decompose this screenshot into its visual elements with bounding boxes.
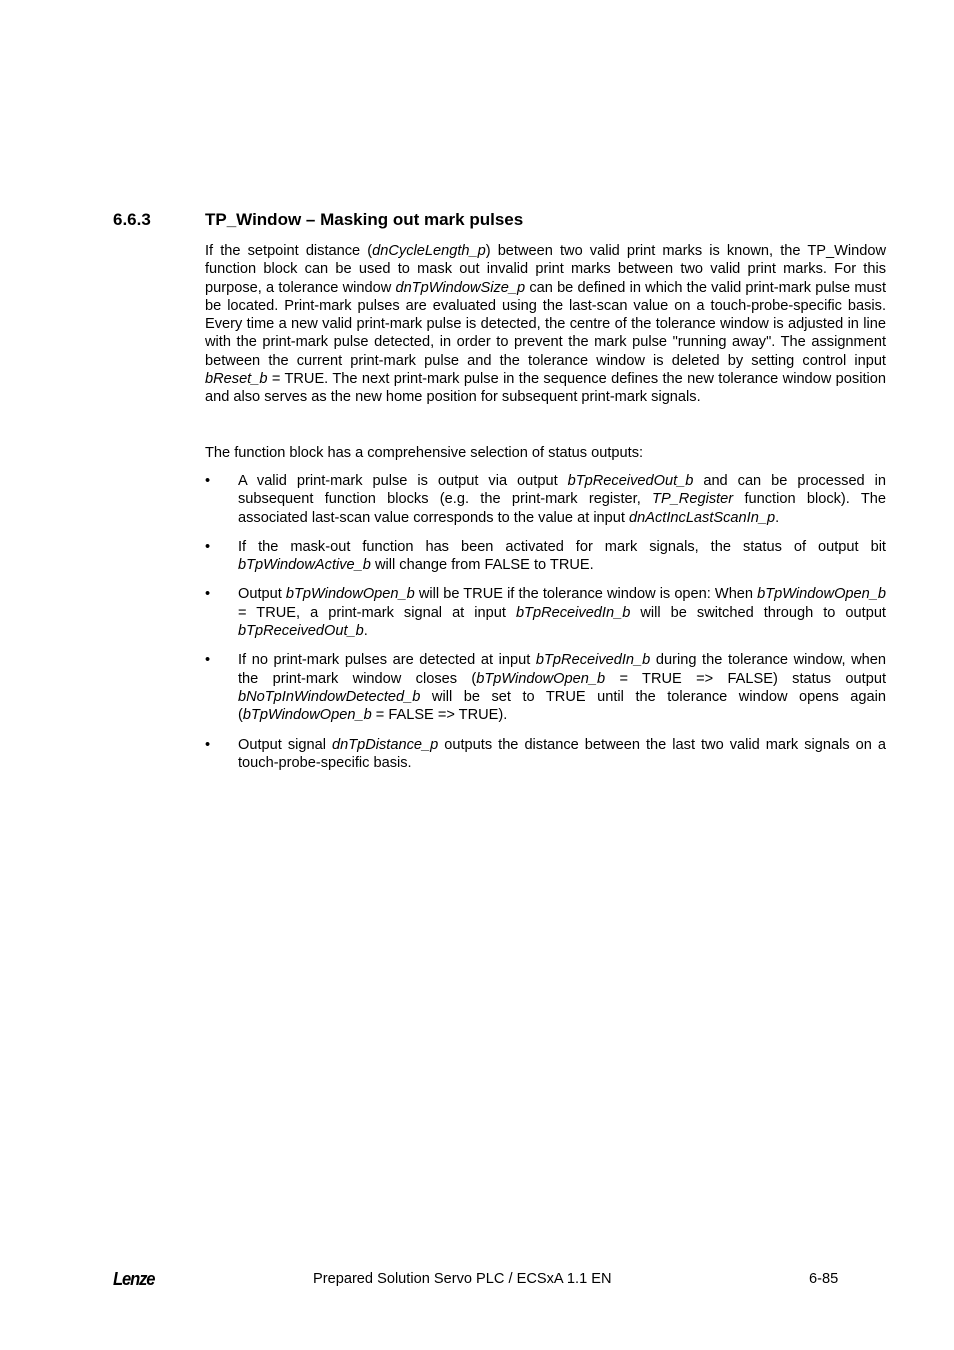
text-run: function block). The associated last-scan value corresponds to the value at input xyxy=(238,491,886,526)
text-run: If no print-mark pulses are detected at input xyxy=(238,652,536,669)
text-run: will be TRUE if the tolerance window is open: When xyxy=(414,586,758,603)
bullet-icon: • xyxy=(205,652,211,669)
status-outputs-intro: The function block has a comprehensive selection of status outputs: xyxy=(205,444,644,461)
text-run: . xyxy=(363,623,368,640)
variable-name: bTpReceivedIn_b xyxy=(515,604,631,621)
variable-name: bTpWindowOpen_b xyxy=(757,586,886,603)
section-number: 6.6.3 xyxy=(113,210,151,229)
text-run: outputs the distance between the last two valid mark signals on a touch-probe-specific basis. xyxy=(238,736,886,771)
text-run: will be set to TRUE until the tolerance window opens again ( xyxy=(238,688,886,724)
bullet-icon: • xyxy=(205,538,211,555)
text-run: . xyxy=(775,509,780,526)
text-run: can be defined in which the valid print-mark pulse must be located. Print-mark pulses are evaluated using the last-scan value on a touch-probe-specific basis. Every time a new valid print-mark pulse is detected, the centre of the tolerance window is adjusted in line with the print-mark pulse detected, in order to prevent the mark pulse "running away". The assignment between the current print-mark pulse and the tolerance window is deleted by setting control input xyxy=(205,279,886,369)
list-item xyxy=(205,651,886,724)
text-run: Output xyxy=(238,586,286,603)
text-run: If the mask-out function has been activated for mark signals, the status of output bit xyxy=(238,538,886,555)
text-run: during the tolerance window, when the print-mark window closes ( xyxy=(238,652,886,687)
variable-name: bTpWindowOpen_b xyxy=(476,670,606,687)
list-item xyxy=(205,472,886,527)
list-item xyxy=(205,736,886,773)
bullet-icon: • xyxy=(205,736,211,753)
variable-name: dnTpWindowSize_p xyxy=(395,279,526,296)
bullet-icon: • xyxy=(205,586,211,603)
footer-page-number: 6-85 xyxy=(809,1271,839,1287)
text-run: Output signal xyxy=(238,736,332,753)
list-item xyxy=(205,585,886,640)
document-body xyxy=(205,242,886,783)
page-footer xyxy=(0,1269,954,1291)
list-item xyxy=(205,538,886,575)
variable-name: bTpWindowActive_b xyxy=(238,557,371,574)
text-run: = TRUE. The next print-mark pulse in the sequence defines the new tolerance window position and also serves as the new home position for subsequent print-mark signals. xyxy=(205,371,886,406)
text-run: = TRUE => FALSE) status output xyxy=(605,670,886,687)
bullet-icon: • xyxy=(205,472,211,489)
text-run: and can be processed in subsequent function blocks (e.g. the print-mark register, xyxy=(238,472,887,508)
variable-name: TP_Register xyxy=(652,491,734,508)
variable-name: dnActIncLastScanIn_p xyxy=(629,509,776,526)
paragraph-description xyxy=(205,242,886,407)
text-run: A valid print-mark pulse is output via output xyxy=(238,472,568,489)
variable-name: bTpWindowOpen_b xyxy=(242,707,372,724)
variable-name: bTpWindowOpen_b xyxy=(285,586,415,603)
variable-name: bTpReceivedOut_b xyxy=(238,623,364,640)
variable-name: bTpReceivedOut_b xyxy=(567,472,694,489)
section-title: TP_Window – Masking out mark pulses xyxy=(205,210,524,229)
text-run: If the setpoint distance ( xyxy=(205,243,373,259)
variable-name: bNoTpInWindowDetected_b xyxy=(238,688,421,705)
text-run: will change from FALSE to TRUE. xyxy=(370,557,594,574)
lenze-logo: Lenze xyxy=(113,1269,155,1289)
text-run: = FALSE => TRUE). xyxy=(371,707,508,724)
text-run: = TRUE, a print-mark signal at input xyxy=(238,604,516,621)
text-run: will be switched through to output xyxy=(630,604,886,621)
variable-name: dnTpDistance_p xyxy=(331,736,439,753)
footer-document-title: Prepared Solution Servo PLC / ECSxA 1.1 EN xyxy=(313,1271,612,1287)
section-heading xyxy=(113,209,893,231)
variable-name: dnCycleLength_p xyxy=(372,243,486,259)
status-outputs-list xyxy=(205,472,886,772)
text-run: ) between two valid print marks is known, the TP_Window function block can be used to mask out invalid print marks between two valid print marks. For this purpose, a tolerance window xyxy=(205,243,886,296)
variable-name: bReset_b xyxy=(205,371,268,388)
variable-name: bTpReceivedIn_b xyxy=(535,652,651,669)
